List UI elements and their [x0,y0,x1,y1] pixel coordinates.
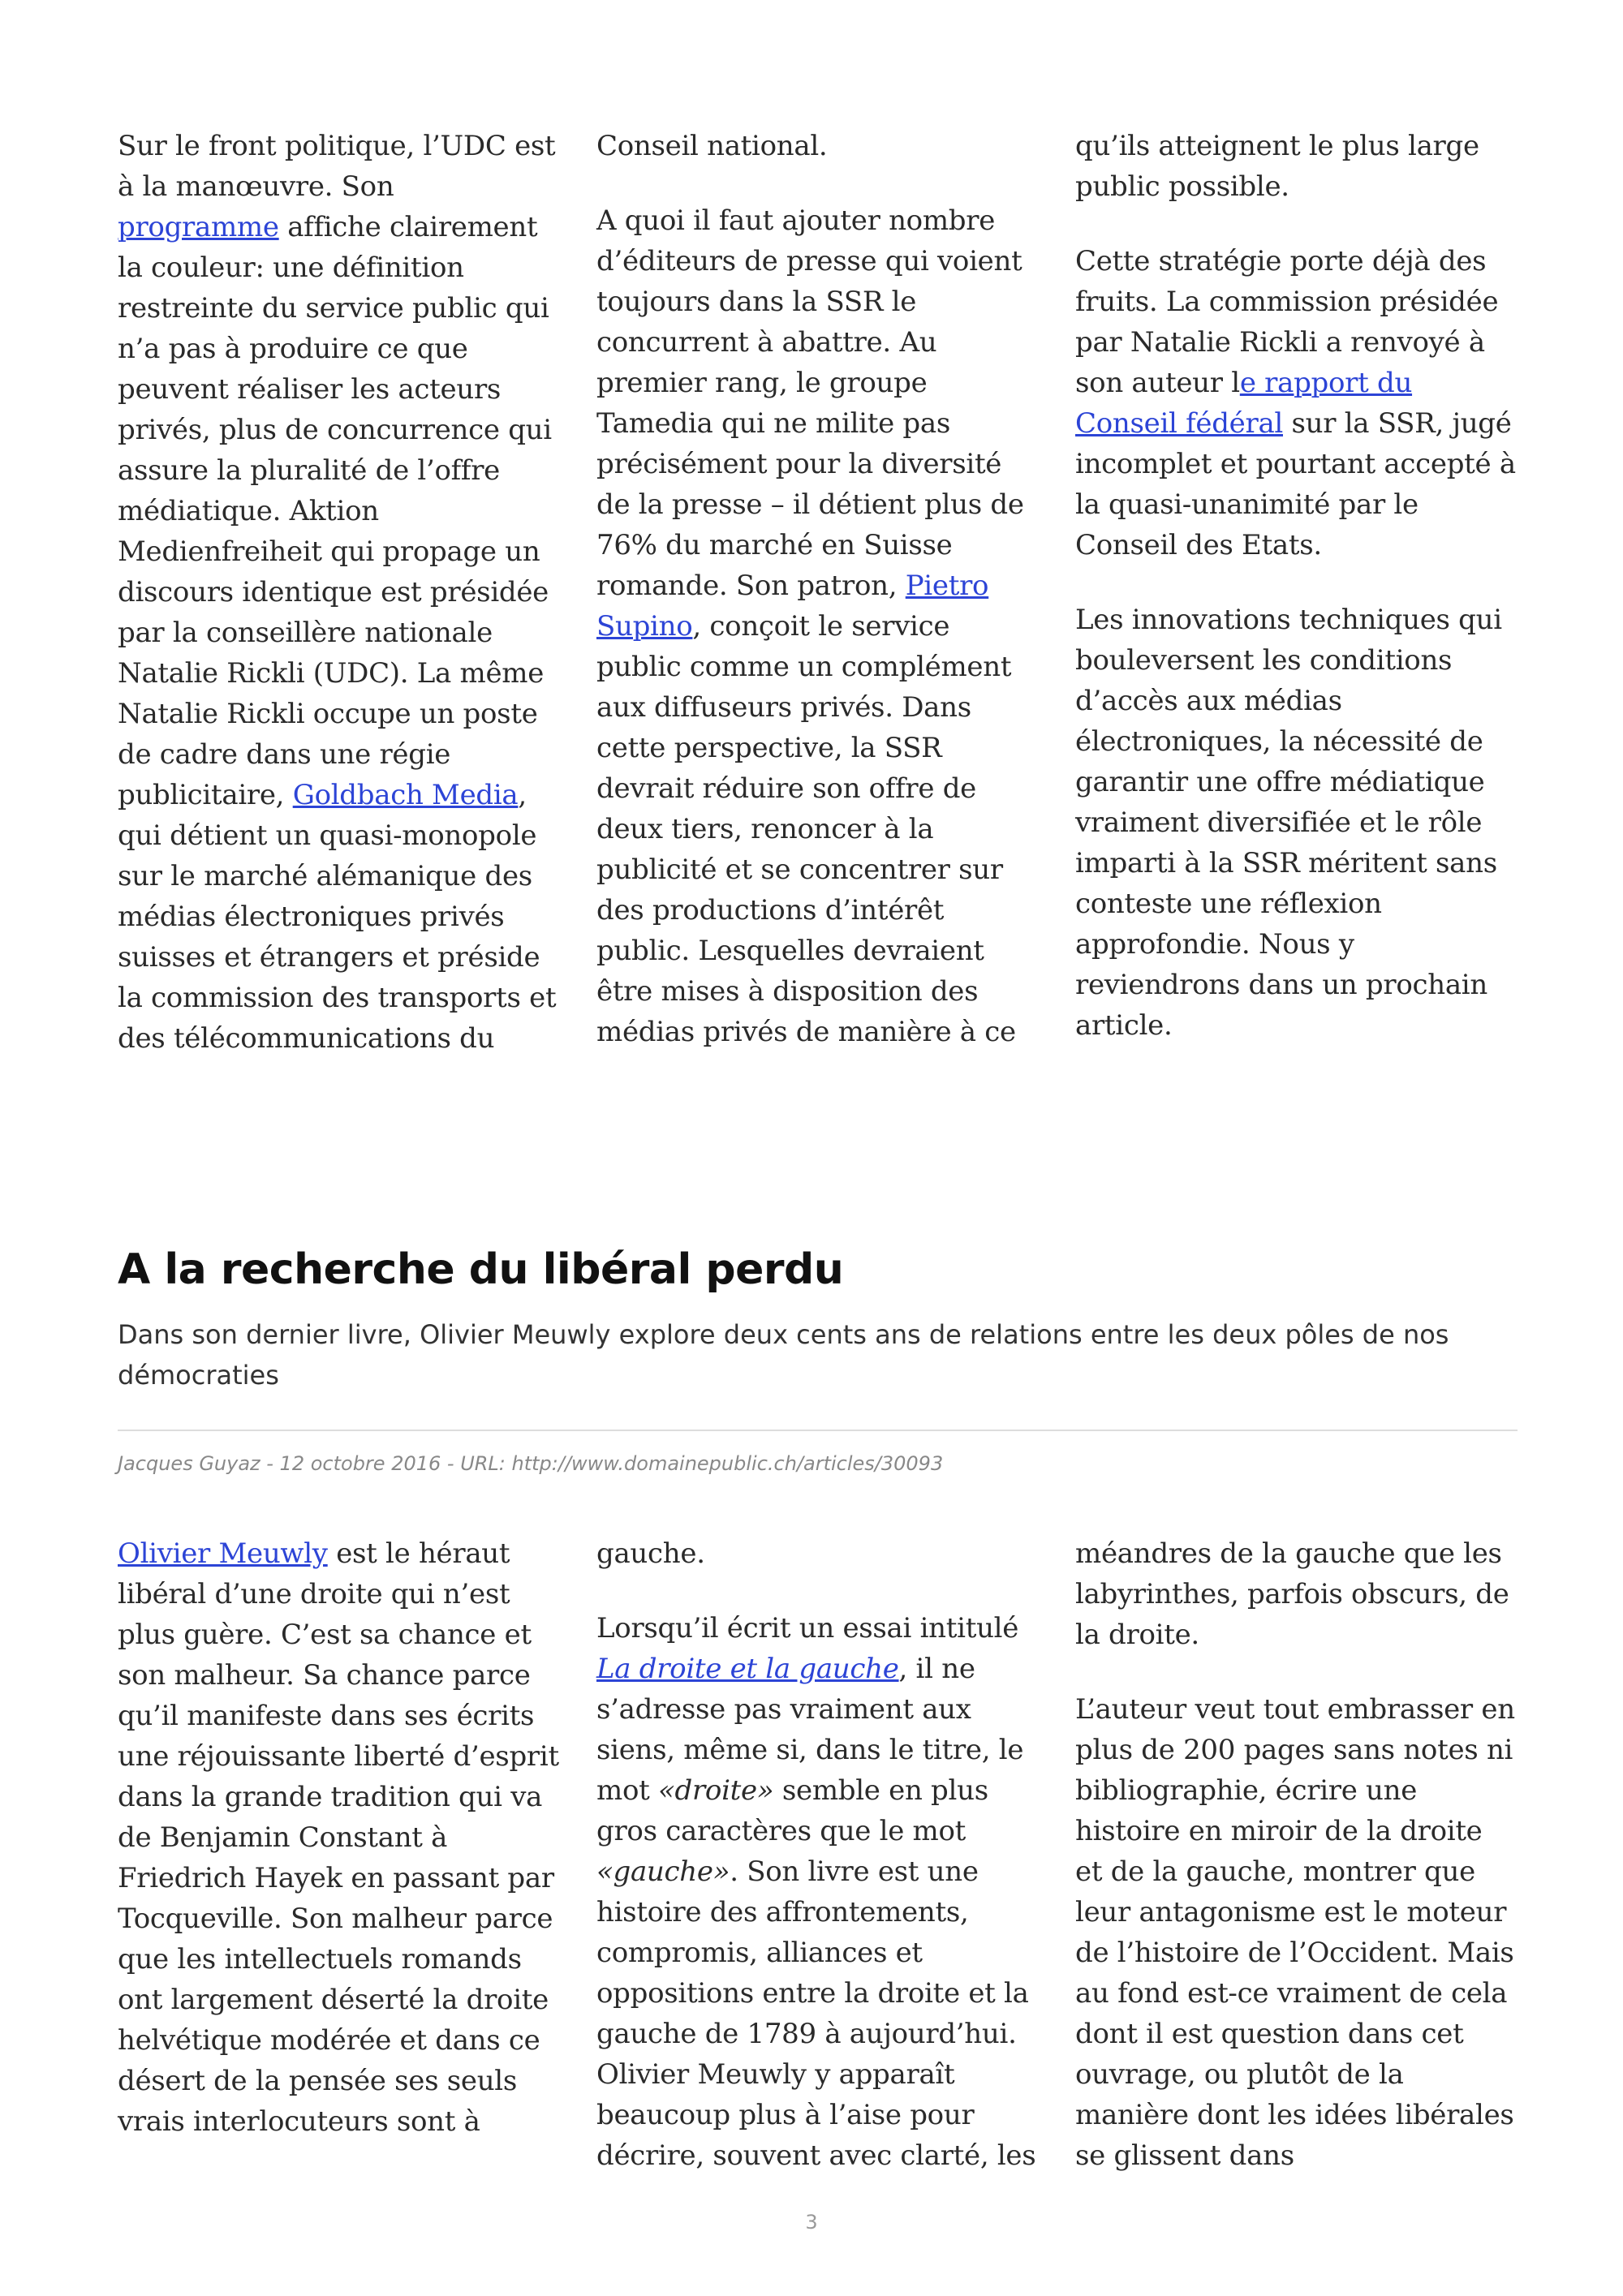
article1-column-2 [596,126,1039,1059]
page-number: 3 [805,2211,818,2234]
article2-column-2 [596,1533,1039,2176]
paragraph: Les innovations techniques qui bouleversent les conditions d’accès aux médias électroniques, la nécessité de garantir une offre médiatique vraiment diversifiée et le rôle imparti à la SSR méritent sans conteste une réflexion approfondie. Nous y reviendrons dans un prochain article. [1075,604,1502,1042]
article2-column-3 [1075,1533,1518,2176]
olivier-meuwly-link[interactable]: Olivier Meuwly [118,1537,328,1570]
paragraph: Olivier Meuwly est le héraut libéral d’une droite qui n’est plus guère. C’est sa chance et son malheur. Sa chance parce qu’il manifeste dans ses écrits une réjouissante liberté d’esprit dans la grande tradition qui va de Benjamin Constant à Friedrich Hayek en passant par Tocqueville. Son malheur parce que les intellectuels romands ont largement déserté la droite helvétique modérée et dans ce désert de la pensée ses seuls vrais interlocuteurs sont à [118,1537,559,2138]
paragraph: L’auteur veut tout embrasser en plus de 200 pages sans notes ni bibliographie, écrire une histoire en miroir de la droite et de la gauche, montrer que leur antagonisme est le moteur de l’histoire de l’Occident. Mais au fond est-ce vraiment de cela dont il est question dans cet ouvrage, ou plutôt de la manière dont les idées libérales se glissent dans [1075,1693,1515,2172]
paragraph: Conseil national. [596,130,828,162]
paragraph: méandres de la gauche que les labyrinthes, parfois obscurs, de la droite. [1075,1537,1509,1651]
divider [118,1430,1518,1431]
paragraph: Lorsqu’il écrit un essai intitulé La droite et la gauche, il ne s’adresse pas vraiment aux siens, même si, dans le titre, le mot «droite» semble en plus gros caractères que le mot «gauche». Son livre est une histoire des affrontements, compromis, alliances et oppositions entre la droite et la gauche de 1789 à aujourd’hui. Olivier Meuwly y apparaît beaucoup plus à l’aise pour décrire, souvent avec clarté, les [596,1612,1036,2172]
paragraph: Sur le front politique, l’UDC est à la manœuvre. Son programme affiche clairement la couleur: une définition restreinte du service public qui n’a pas à produire ce que peuvent réaliser les acteurs privés, plus de concurrence qui assure la pluralité de l’offre médiatique. Aktion Medienfreiheit qui propage un discours identique est présidée par la conseillère nationale Natalie Rickli (UDC). La même Natalie Rickli occupe un poste de cadre dans une régie publicitaire, Goldbach Media, qui détient un quasi-monopole sur le marché alémanique des médias électroniques privés suisses et étrangers et préside la commission des transports et des télécommunications du [118,130,557,1055]
article1-column-1 [118,126,560,1059]
pietro-supino-link[interactable]: Pietro Supino [596,570,989,643]
article1-column-3 [1075,126,1518,1059]
paragraph: A quoi il faut ajouter nombre d’éditeurs de presse qui voient toujours dans la SSR le concurrent à abattre. Au premier rang, le groupe Tamedia qui ne milite pas précisément pour la diversité de la presse – il détient plus de 76% du marché en Suisse romande. Son patron, Pietro Supino, conçoit le service public comme un complément aux diffuseurs privés. Dans cette perspective, la SSR devrait réduire son offre de deux tiers, renoncer à la publicité et se concentrer sur des productions d’intérêt public. Lesquelles devraient être mises à disposition des médias privés de manière à ce [596,204,1024,1048]
article-subtitle: Dans son dernier livre, Olivier Meuwly explore deux cents ans de relations entre les deux pôles de nos démocraties [118,1319,1449,1391]
la-droite-et-la-gauche-link[interactable]: La droite et la gauche [596,1653,899,1685]
paragraph: gauche. [596,1537,705,1570]
paragraph: Cette stratégie porte déjà des fruits. La commission présidée par Natalie Rickli a renvoyé à son auteur le rapport du Conseil fédéral sur la SSR, jugé incomplet et pourtant accepté à la quasi-unanimité par le Conseil des Etats. [1075,245,1516,561]
programme-link[interactable]: programme [118,211,279,243]
article2-column-1 [118,1533,560,2176]
paragraph: qu’ils atteignent le plus large public possible. [1075,130,1479,203]
goldbach-media-link[interactable]: Goldbach Media [292,779,519,811]
rapport-conseil-federal-link[interactable]: e rapport du Conseil fédéral [1075,367,1413,440]
article-title: A la recherche du libéral perdu [118,1245,844,1294]
article1-columns [118,126,1518,1059]
article2-columns [118,1533,1518,2176]
article-meta: Jacques Guyaz - 12 octobre 2016 - URL: http://www.domainepublic.ch/articles/30093 [118,1452,944,1475]
